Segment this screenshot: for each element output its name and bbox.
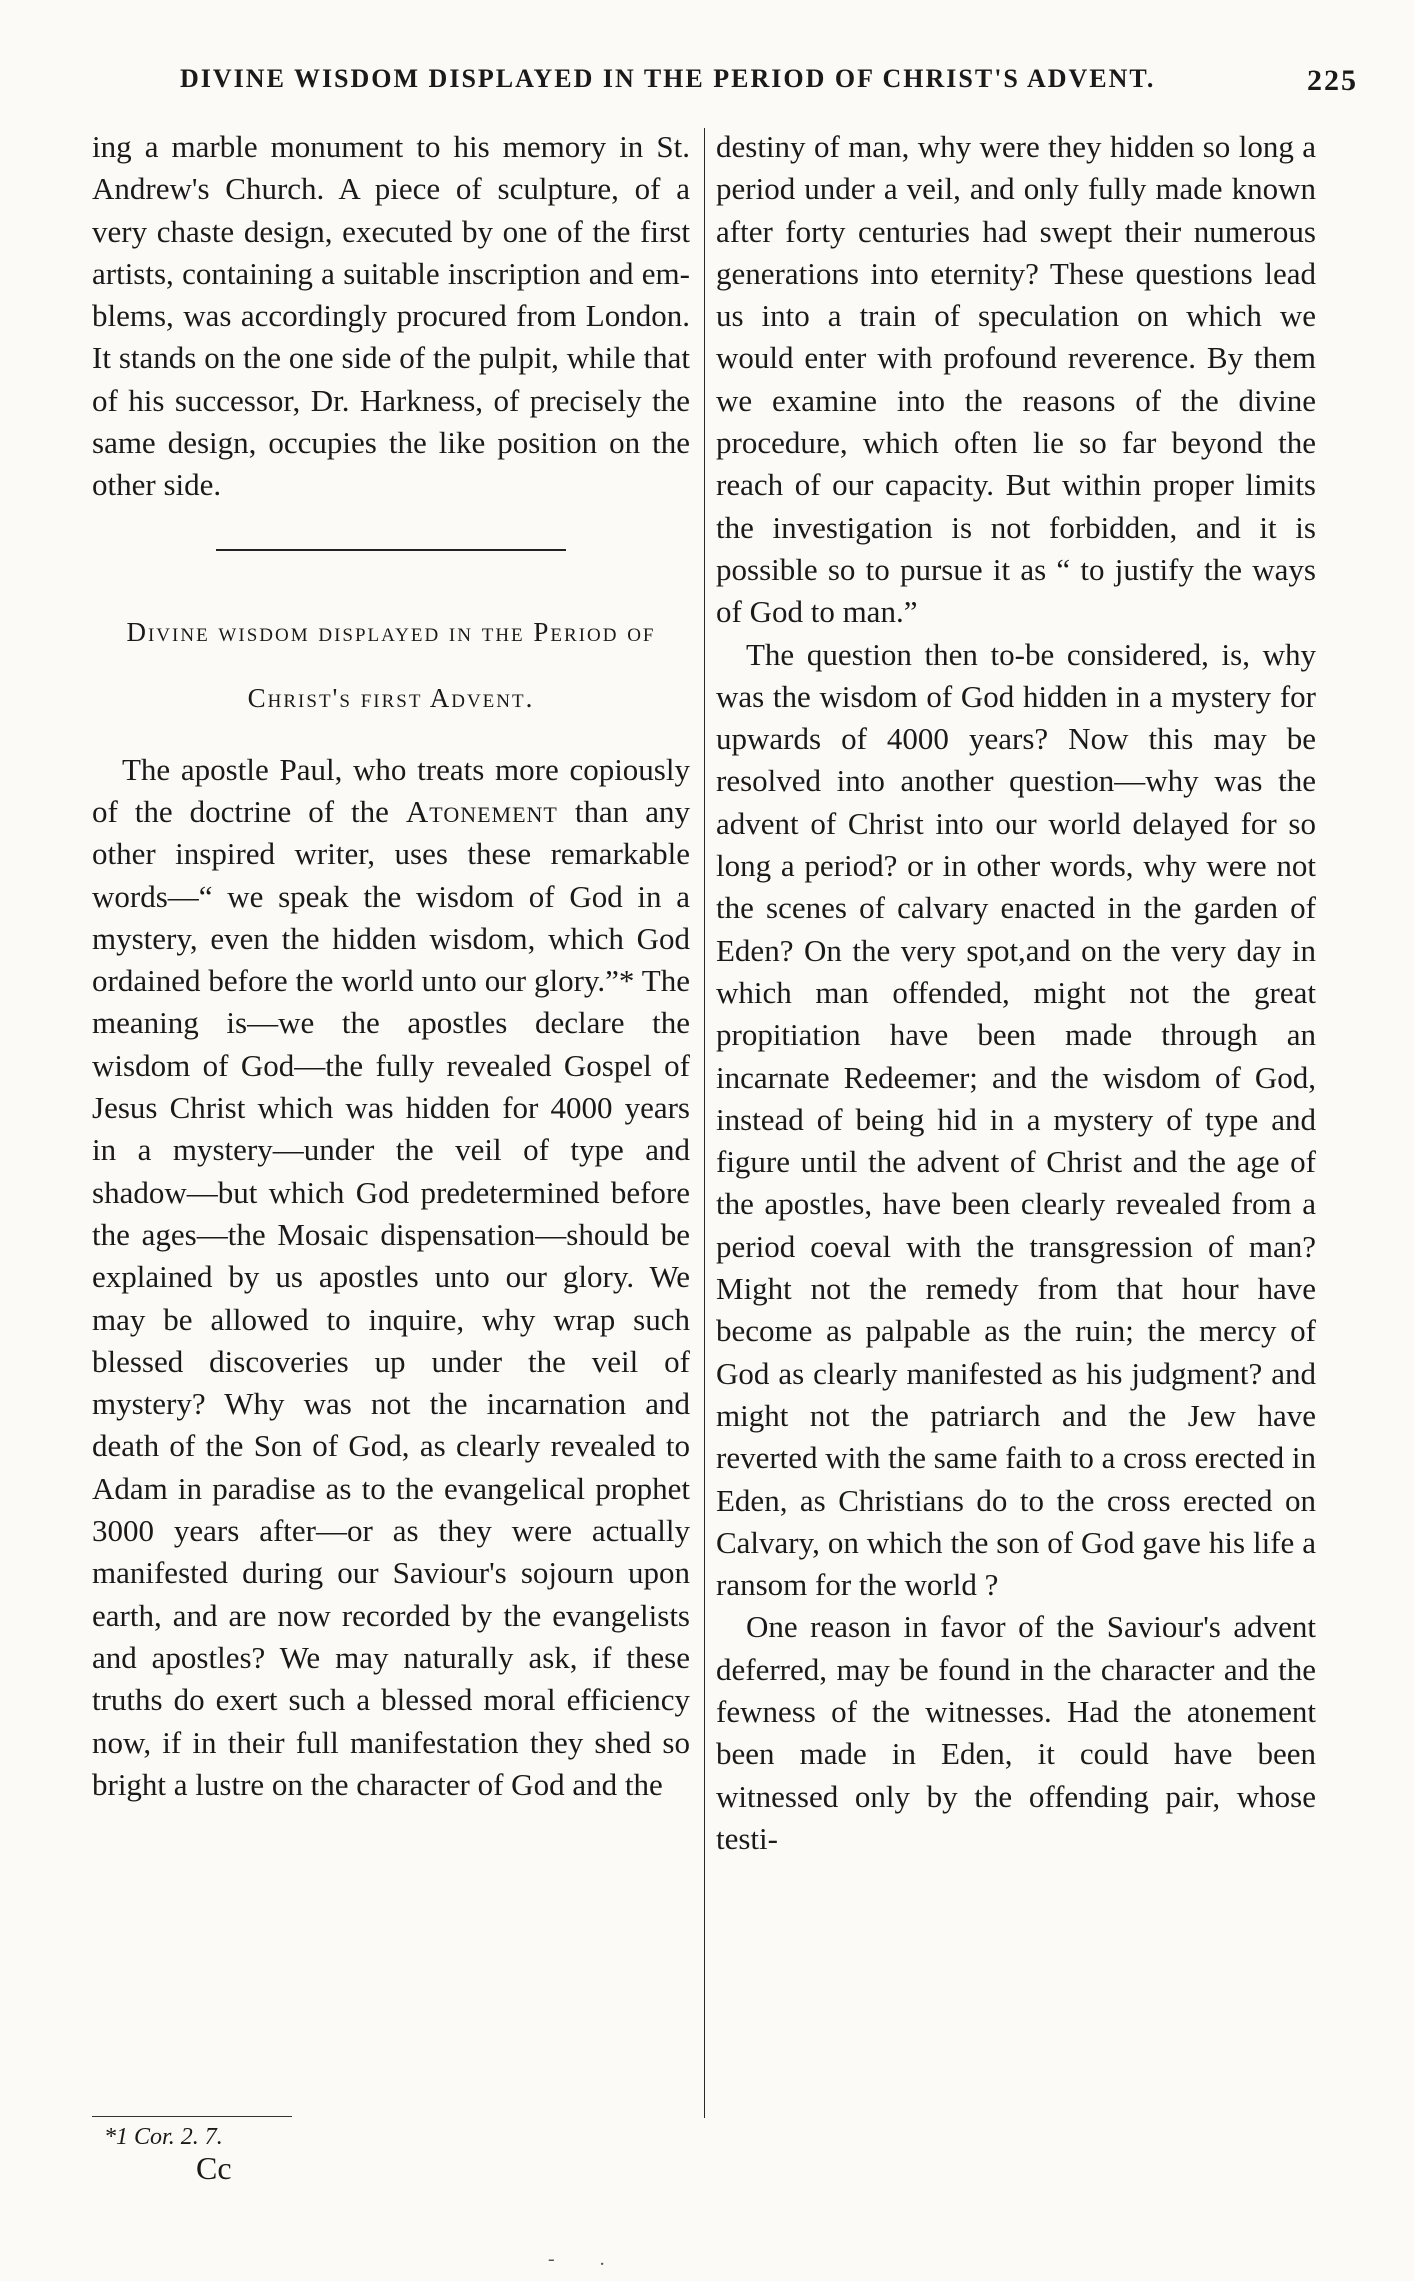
running-head [70, 64, 1358, 104]
paragraph-text-b: than any other inspired writer, uses these remarkable words—“ we speak the wisdom of God in a mystery, even the hidden wisdom, which God ordained before the world unto our glory.”* The meaning is—we the apostles declare the wisdom of God—the fully revealed Gospel of Jesus Christ which was hidden for 4000 years in a mystery—under the veil of type and shadow—but which God predetermined before the ages—the Mosaic dispensation—should be explained by us apostles unto our glory. We may be allowed to inquire, why wrap such blessed discoveries up under the veil of mystery? Why was not the incarnation and death of the Son of God, as clearly revealed to Adam in paradise as to the evangelical prophet 3000 years after—or as they were actually manifested during our Saviour's sojourn upon earth, and are now recorded by the evangelists and apostles? We may naturally ask, if these truths do exert such a blessed moral efficiency now, if in their full manifestation they shed so bright a lustre on the character of God and the [92, 793, 690, 1802]
paragraph-text-a: The apostle Paul, who treats more copiously of the doctrine of the [92, 751, 690, 829]
page-number: 225 [1307, 64, 1358, 97]
atonement-term: Atonement [405, 793, 558, 829]
footnote: *1 Cor. 2. 7. [104, 2124, 223, 2150]
section-heading: Divine wisdom displayed in the Period of Christ's first Advent. [126, 616, 656, 713]
left-column [92, 126, 690, 1806]
continued-paragraph-right: destiny of man, why were they hidden so long a period under a veil, and only fully made known after forty centuries had swept their numerous generations into eternity? These questions lead us into a train of speculation on which we would enter with profound reverence. By them we examine into the reasons of the divine procedure, which often lie so far beyond the reach of our capacity. But within proper limits the investigation is not forbidden, and it is possible so to pursue it as “ to justify the ways of God to man.” [716, 129, 1316, 630]
bottom-mark: - . [548, 2248, 625, 2270]
paragraph-apostle-paul [92, 749, 690, 1806]
running-head-title: DIVINE WISDOM DISPLAYED IN THE PERIOD OF CHRIST'S ADVENT. [180, 64, 1156, 93]
right-column [716, 126, 1316, 1860]
footnote-rule [92, 2116, 292, 2117]
column-divider [704, 128, 705, 2118]
signature-mark: Cc [196, 2150, 232, 2186]
paragraph-question: The question then to-be considered, is, why was the wisdom of God hidden in a mystery for upwards of 4000 years? Now this may be resolved into another question—why was the advent of Christ into our world delayed for so long a period? or in other words, why were not the scenes of calvary enacted in the garden of Eden? On the very spot,and on the very day in which man offended, might not the great propitiation have been made through an incarnate Redeemer; and the wisdom of God, instead of being hid in a mystery of type and figure until the advent of Christ and the age of the apostles, have been clearly revealed from a period coeval with the transgression of man? Might not the remedy from that hour have become as palpable as the ruin; the mercy of God as clearly manifested as his judgment? and might not the patriarch and the Jew have reverted with the same faith to a cross erected in Eden, as Christians do to the cross erected on Calvary, on which the son of God gave his life a ransom for the world ? [716, 636, 1316, 1603]
continued-paragraph: ing a marble monument to his memory in St. Andrew's Church. A piece of sculpture, of a very chaste design, executed by one of the first artists, containing a suitable inscription and emblems, was accordingly procured from London. It stands on the one side of the pulpit, while that of his successor, Dr. Harkness, of precisely the same design, occupies the like position on the other side. [92, 129, 690, 503]
section-divider [216, 549, 566, 551]
paragraph-one-reason: One reason in favor of the Saviour's advent deferred, may be found in the character and the fewness of the witnesses. Had the atonement been made in Eden, it could have been witnessed only by the offending pair, whose testi- [716, 1609, 1316, 1856]
